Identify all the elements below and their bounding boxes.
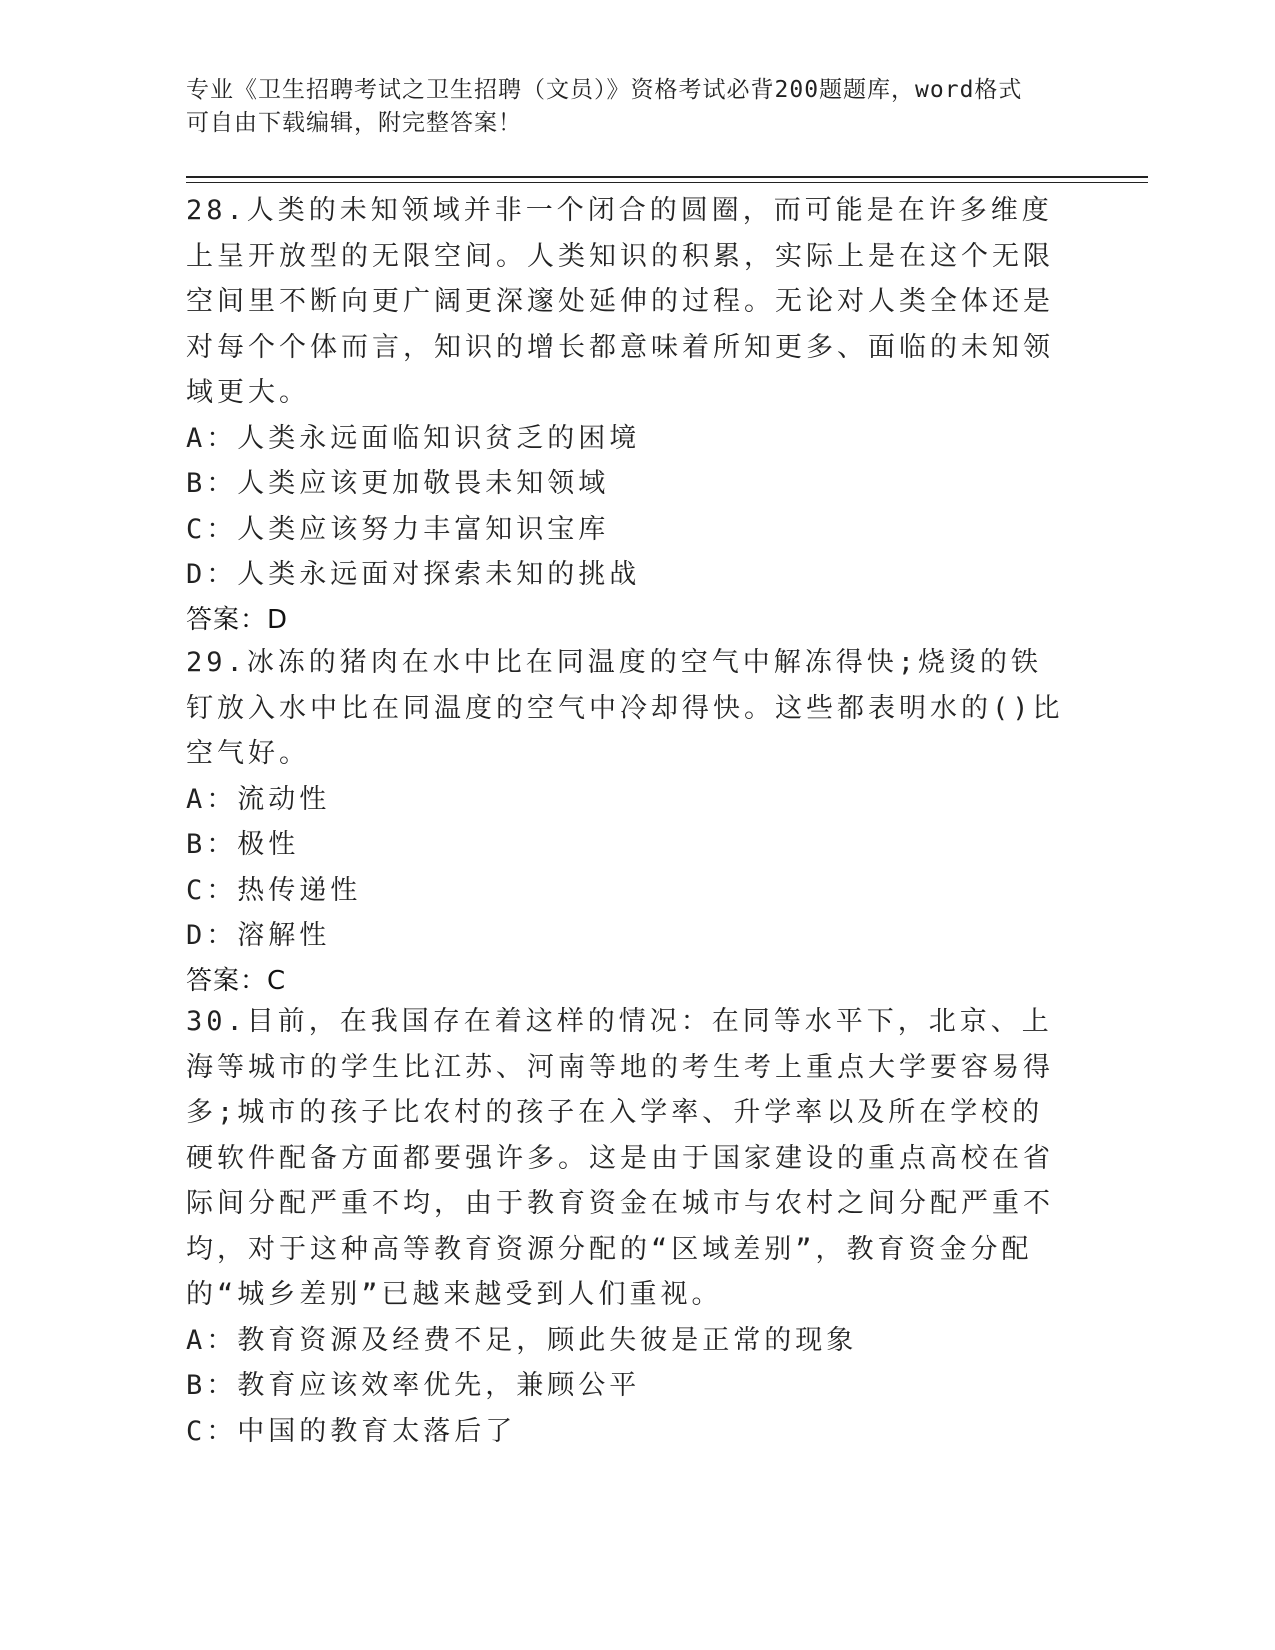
header-line-1: 专业《卫生招聘考试之卫生招聘（文员）》资格考试必背200题题库，word格式 — [186, 77, 1023, 103]
question-28 — [186, 188, 1066, 643]
answer: 答案：C — [186, 965, 287, 996]
question-stem: 29.冰冻的猪肉在水中比在同温度的空气中解冻得快;烧烫的铁钉放入水中比在同温度的空气中冷却得快。这些都表明水的()比空气好。 — [186, 647, 1064, 769]
option-b: B：极性 — [186, 829, 300, 860]
option-d: D：人类永远面对探索未知的挑战 — [186, 559, 641, 590]
question-stem: 28.人类的未知领域并非一个闭合的圆圈，而可能是在许多维度上呈开放型的无限空间。人类知识的积累，实际上是在这个无限空间里不断向更广阔更深邃处延伸的过程。无论对人类全体还是对每个个体而言，知识的增长都意味着所知更多、面临的未知领域更大。 — [186, 195, 1054, 408]
option-b: B：人类应该更加敬畏未知领域 — [186, 468, 610, 499]
question-29 — [186, 640, 1066, 1004]
option-a: A：流动性 — [186, 783, 331, 815]
option-b: B：教育应该效率优先，兼顾公平 — [186, 1370, 641, 1401]
document-header — [186, 74, 1066, 140]
header-divider-thick — [186, 176, 1148, 178]
answer: 答案：D — [186, 604, 289, 635]
option-c: C：人类应该努力丰富知识宝库 — [186, 513, 610, 545]
option-c: C：中国的教育太落后了 — [186, 1415, 517, 1447]
option-a: A：教育资源及经费不足，顾此失彼是正常的现象 — [186, 1324, 858, 1356]
header-divider-thin — [186, 182, 1148, 183]
option-d: D：溶解性 — [186, 920, 331, 951]
option-c: C：热传递性 — [186, 874, 362, 906]
question-stem: 30.目前，在我国存在着这样的情况：在同等水平下，北京、上海等城市的学生比江苏、河南等地的考生考上重点大学要容易得多;城市的孩子比农村的孩子在入学率、升学率以及所在学校的硬软件配备方面都要强许多。这是由于国家建设的重点高校在省际间分配严重不均，由于教育资金在城市与农村之间分配严重不均，对于这种高等教育资源分配的“区域差别”，教育资金分配的“城乡差别”已越来越受到人们重视。 — [186, 1006, 1054, 1310]
option-a: A：人类永远面临知识贫乏的困境 — [186, 422, 641, 454]
question-30 — [186, 999, 1066, 1454]
header-line-2: 可自由下载编辑，附完整答案！ — [186, 110, 522, 136]
